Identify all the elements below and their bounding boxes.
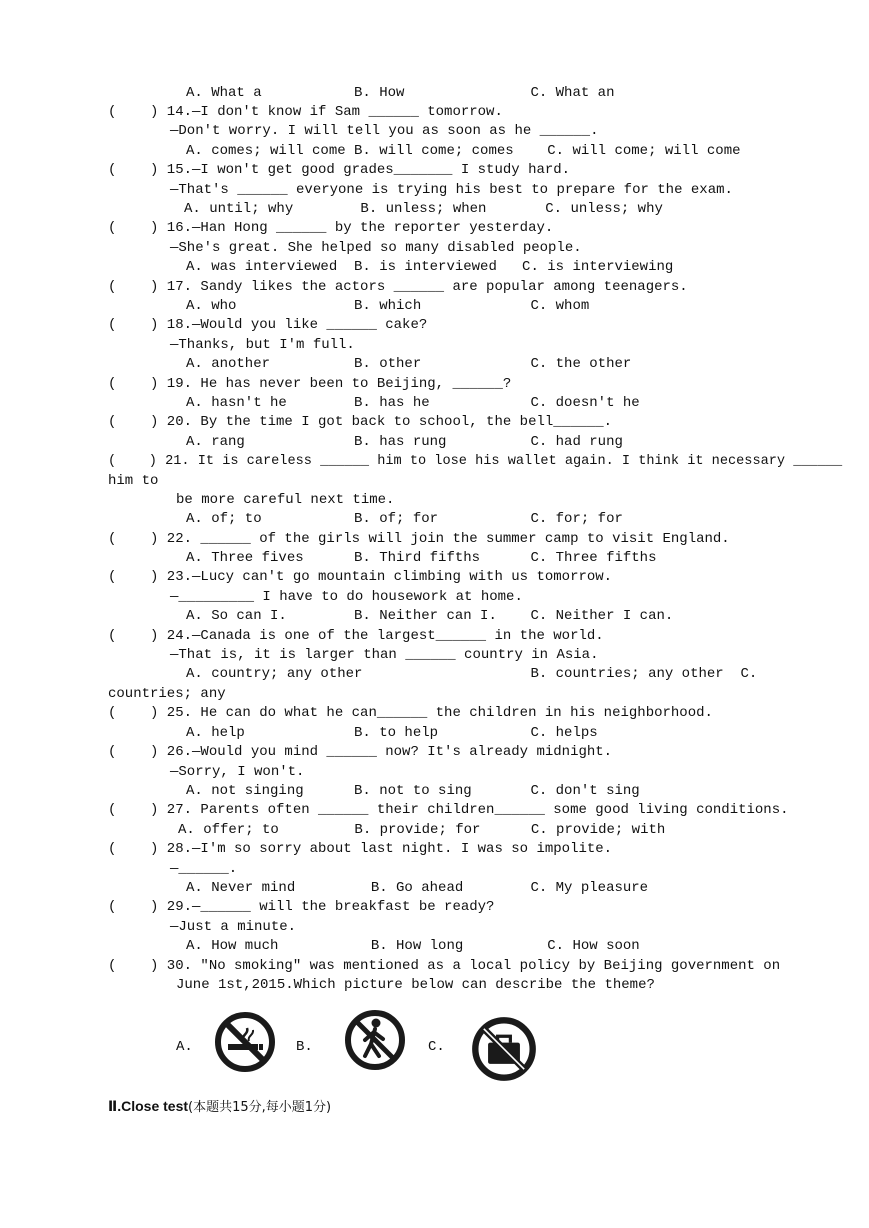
q16-dialog: —She's great. She helped so many disabled people. bbox=[170, 240, 582, 256]
q14-stem: ( ) 14.—I don't know if Sam ______ tomorrow. bbox=[108, 104, 503, 120]
q23-stem: ( ) 23.—Lucy can't go mountain climbing with us tomorrow. bbox=[108, 569, 613, 585]
q25-stem: ( ) 25. He can do what he can______ the children in his neighborhood. bbox=[108, 705, 713, 721]
q23-options: A. So can I. B. Neither can I. C. Neither I can. bbox=[186, 608, 674, 624]
q20-stem: ( ) 20. By the time I got back to school, the bell______. bbox=[108, 414, 613, 430]
q21-stem-wrap: him to bbox=[108, 473, 159, 489]
q29-options: A. How much B. How long C. How soon bbox=[186, 938, 640, 954]
q22-options: A. Three fives B. Third fifths C. Three fifths bbox=[186, 550, 657, 566]
q26-stem: ( ) 26.—Would you mind ______ now? It's already midnight. bbox=[108, 744, 613, 760]
q18-dialog: —Thanks, but I'm full. bbox=[170, 337, 355, 353]
q26-dialog: —Sorry, I won't. bbox=[170, 764, 305, 780]
q17-stem: ( ) 17. Sandy likes the actors ______ are popular among teenagers. bbox=[108, 279, 688, 295]
q17-options: A. who B. which C. whom bbox=[186, 298, 590, 314]
q20-options: A. rang B. has rung C. had rung bbox=[186, 434, 623, 450]
q16-stem: ( ) 16.—Han Hong ______ by the reporter yesterday. bbox=[108, 220, 554, 236]
q24-options: A. country; any other B. countries; any other C. bbox=[186, 666, 758, 682]
no-luggage-icon bbox=[470, 1015, 538, 1083]
q24-dialog: —That is, it is larger than ______ country in Asia. bbox=[170, 647, 599, 663]
q28-stem: ( ) 28.—I'm so sorry about last night. I was so impolite. bbox=[108, 841, 613, 857]
q18-options: A. another B. other C. the other bbox=[186, 356, 632, 372]
no-smoking-icon bbox=[213, 1010, 277, 1074]
section-note: (本题共15分,每小题1分) bbox=[188, 1100, 332, 1115]
q30-stem: ( ) 30. "No smoking" was mentioned as a local policy by Beijing government on bbox=[108, 958, 781, 974]
q14-options: A. comes; will come B. will come; comes C. will come; will come bbox=[186, 143, 741, 159]
q27-stem: ( ) 27. Parents often ______ their children______ some good living conditions. bbox=[108, 802, 789, 818]
q22-stem: ( ) 22. ______ of the girls will join the summer camp to visit England. bbox=[108, 531, 730, 547]
q15-stem: ( ) 15.—I won't get good grades_______ I study hard. bbox=[108, 162, 571, 178]
q21-stem: ( ) 21. It is careless ______ him to lose his wallet again. I think it necessary ______ bbox=[108, 454, 843, 469]
q24-stem: ( ) 24.—Canada is one of the largest______ in the world. bbox=[108, 628, 604, 644]
q23-dialog: —_________ I have to do housework at home. bbox=[170, 589, 523, 605]
q21-stem-cont: be more careful next time. bbox=[176, 492, 395, 508]
q28-options: A. Never mind B. Go ahead C. My pleasure bbox=[186, 880, 649, 896]
picture-option-b-label: B. bbox=[296, 1039, 313, 1055]
picture-option-c-label: C. bbox=[428, 1039, 445, 1055]
q29-dialog: —Just a minute. bbox=[170, 919, 297, 935]
q14-dialog: —Don't worry. I will tell you as soon as he ______. bbox=[170, 123, 599, 139]
q15-options: A. until; why B. unless; when C. unless; why bbox=[184, 201, 663, 217]
q19-stem: ( ) 19. He has never been to Beijing, ______? bbox=[108, 376, 512, 392]
q16-options: A. was interviewed B. is interviewed C. is interviewing bbox=[186, 259, 674, 275]
picture-option-a-label: A. bbox=[176, 1039, 193, 1055]
q29-stem: ( ) 29.—______ will the breakfast be ready? bbox=[108, 899, 495, 915]
section-title: Ⅱ.Close test bbox=[108, 1098, 189, 1114]
q30-stem-cont: June 1st,2015.Which picture below can describe the theme? bbox=[176, 977, 655, 993]
q18-stem: ( ) 18.—Would you like ______ cake? bbox=[108, 317, 428, 333]
q24-options-wrap: countries; any bbox=[108, 686, 226, 702]
q13-options: A. What a B. How C. What an bbox=[186, 85, 615, 101]
section-heading bbox=[108, 1097, 331, 1118]
q15-dialog: —That's ______ everyone is trying his best to prepare for the exam. bbox=[170, 182, 733, 198]
q19-options: A. hasn't he B. has he C. doesn't he bbox=[186, 395, 640, 411]
q26-options: A. not singing B. not to sing C. don't sing bbox=[186, 783, 640, 799]
q28-dialog: —______. bbox=[170, 861, 238, 877]
q21-options: A. of; to B. of; for C. for; for bbox=[186, 511, 623, 527]
q27-options: A. offer; to B. provide; for C. provide; with bbox=[178, 822, 666, 838]
no-pedestrians-icon bbox=[343, 1008, 407, 1072]
q25-options: A. help B. to help C. helps bbox=[186, 725, 598, 741]
